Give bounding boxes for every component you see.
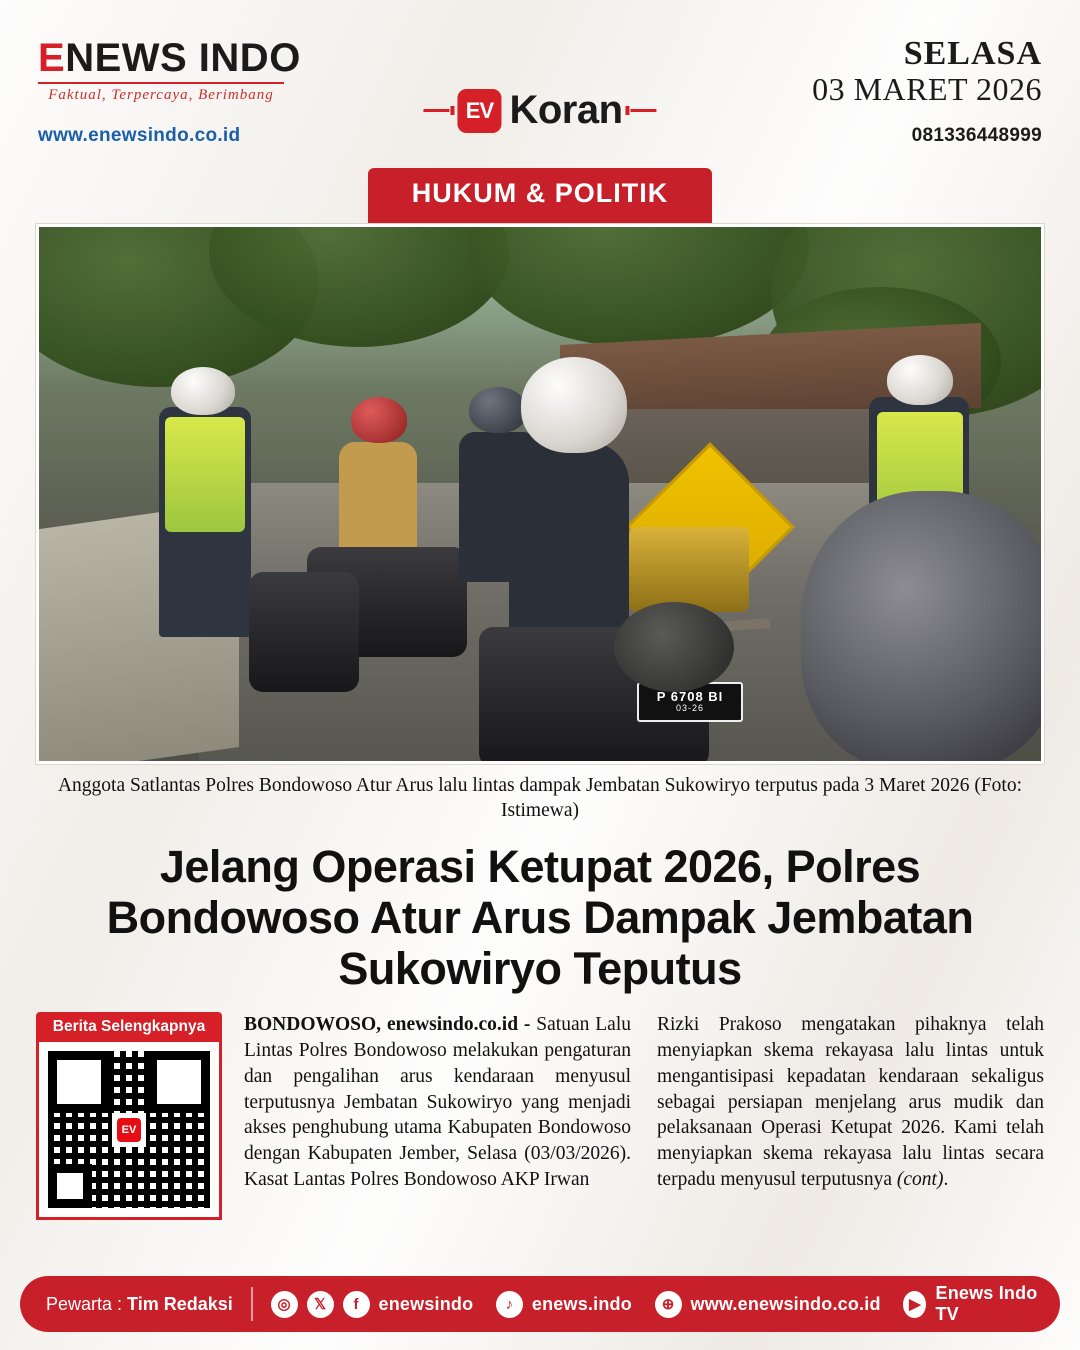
category-badge: HUKUM & POLITIK <box>368 168 712 224</box>
youtube-icon[interactable]: ▶ <box>903 1291 926 1318</box>
tiktok-icon[interactable]: ♪ <box>496 1291 523 1318</box>
qr-logo-text: EV <box>117 1118 141 1142</box>
foreground-helmet-icon <box>801 491 1044 764</box>
roller-drum <box>614 602 734 692</box>
footer-divider <box>251 1287 253 1321</box>
instagram-handle: enewsindo <box>378 1293 474 1314</box>
police-helmet-icon <box>887 355 953 405</box>
ev-logo-icon: EV <box>457 89 501 133</box>
qr-column <box>36 1012 222 1220</box>
article-body <box>36 1012 1044 1220</box>
police-helmet-icon <box>171 367 235 415</box>
koran-label: Koran <box>509 88 623 132</box>
header-website[interactable]: www.enewsindo.co.id <box>38 125 241 146</box>
koran-bar-left-icon <box>423 109 449 112</box>
brand-name <box>38 38 458 78</box>
social-website-group[interactable] <box>655 1291 881 1318</box>
qr-finder-bottom-left <box>48 1164 92 1208</box>
photo-scene <box>39 227 1041 761</box>
article-column-2 <box>657 1012 1044 1220</box>
white-helmet-icon <box>521 357 627 453</box>
brand-initial: E <box>38 36 66 80</box>
article-column-2-text: Rizki Prakoso mengatakan pihaknya telah menyiapkan skema rekayasa lalu lintas untuk mengantisipasi kepadatan kendaraan sekaligus sebagai persiapan menjelang arus mudik dan pelaksanaan Operasi Ketupat 2026. Kami telah menyiapkan skema rekayasa lalu lintas secara terpadu menyusul terputusnya <box>657 1014 1044 1190</box>
qr-pattern <box>48 1051 210 1208</box>
facebook-icon[interactable]: f <box>343 1291 370 1318</box>
article-columns <box>244 1012 1044 1220</box>
reporter-name: Tim Redaksi <box>127 1293 233 1314</box>
date-block <box>812 36 1042 107</box>
article-column-1 <box>244 1012 631 1220</box>
date-full: 03 MARET 2026 <box>812 70 1042 107</box>
category-ribbon-wrap <box>0 168 1080 224</box>
rider-helmet-icon <box>351 397 407 443</box>
article-photo <box>36 224 1044 764</box>
reporter-credit <box>46 1294 233 1315</box>
qr-badge-label: Berita Selengkapnya <box>36 1012 222 1042</box>
social-instagram-group[interactable] <box>271 1291 474 1318</box>
road-roller <box>629 527 749 612</box>
reporter-label: Pewarta : <box>46 1293 128 1314</box>
koran-logo-group <box>423 88 656 133</box>
footer-bar <box>20 1276 1060 1332</box>
article-cont-marker: (cont) <box>896 1168 944 1190</box>
tiktok-handle: enews.indo <box>531 1293 632 1314</box>
date-day: SELASA <box>903 35 1042 72</box>
foliage-icon <box>469 224 809 347</box>
globe-icon[interactable]: ⊕ <box>655 1291 682 1318</box>
social-tiktok-group[interactable] <box>496 1291 632 1318</box>
instagram-icon[interactable]: ◎ <box>271 1291 298 1318</box>
header-phone: 081336448999 <box>911 125 1042 146</box>
plate-expiry: 03-26 <box>675 703 705 714</box>
brand-name-rest: NEWS INDO <box>65 36 301 80</box>
brand-tagline: Faktual, Terpercaya, Berimbang <box>38 82 284 104</box>
page-title: Jelang Operasi Ketupat 2026, Polres Bondowoso Atur Arus Dampak Jembatan Sukowiryo Teputus <box>106 840 974 994</box>
koran-bar-right-icon <box>631 109 657 112</box>
social-youtube-group[interactable] <box>903 1283 1048 1325</box>
motorcycle <box>249 572 359 692</box>
qr-logo <box>112 1113 146 1147</box>
hi-vis-vest <box>165 417 245 532</box>
brand-block <box>38 38 458 104</box>
article-column-1-text: Satuan Lalu Lintas Polres Bondowoso melakukan pengaturan dan pengalihan arus kendaraan menyusul terputusnya Jembatan Sukowiryo yang menjadi akses penghubung utama Kabupaten Bondowoso dengan Kabupaten Jember, Selasa (03/03/2026). Kasat Lantas Polres Bondowoso AKP Irwan <box>244 1014 631 1190</box>
article-lead: BONDOWOSO, enewsindo.co.id - <box>244 1014 531 1036</box>
footer-website: www.enewsindo.co.id <box>690 1293 881 1314</box>
x-icon[interactable]: 𝕏 <box>307 1291 334 1318</box>
header <box>0 0 1080 160</box>
qr-code[interactable] <box>36 1042 222 1220</box>
rider-helmet-icon <box>469 387 527 433</box>
plate-number: P 6708 BI <box>656 688 724 704</box>
youtube-channel: Enews Indo TV <box>935 1283 1038 1324</box>
photo-caption: Anggota Satlantas Polres Bondowoso Atur Arus lalu lintas dampak Jembatan Sukowiryo terputus pada 3 Maret 2026 (Foto: Istimewa) <box>57 775 1023 821</box>
article-column-2-end: . <box>943 1168 949 1190</box>
